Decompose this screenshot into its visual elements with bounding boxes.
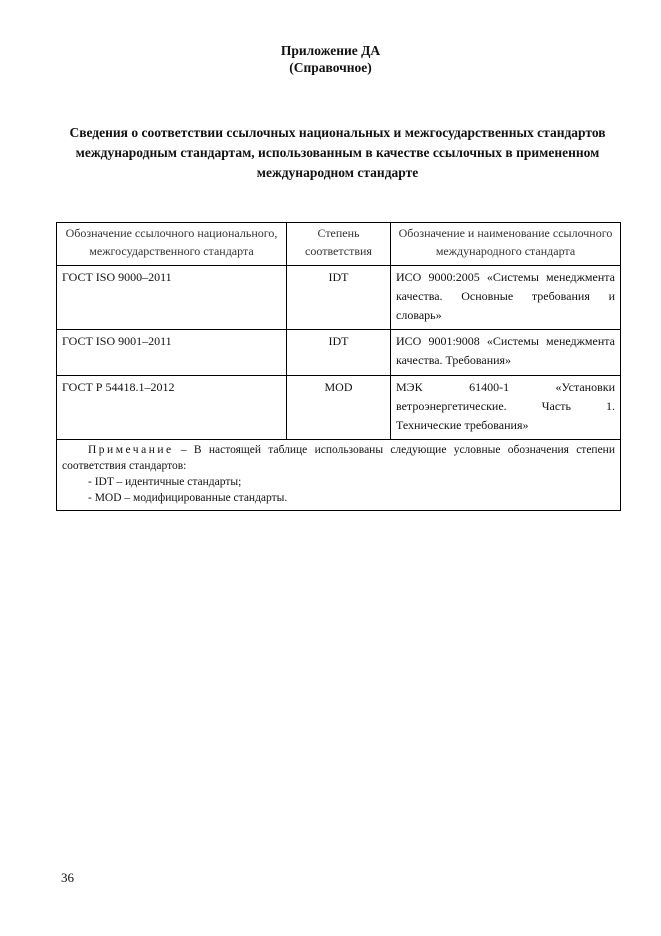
degree-cell: MOD xyxy=(287,376,391,440)
table-note xyxy=(57,440,621,511)
section-title: Сведения о соответствии ссылочных национальных и межгосударственных стандартов международным стандартам, использованным в качестве ссылочных в примененном международном стандарте xyxy=(69,125,606,180)
header-international-standard: Обозначение и наименование ссылочного международного стандарта xyxy=(391,223,621,266)
national-standard-cell: ГОСТ ISO 9001–2011 xyxy=(57,330,287,376)
note-label: Примечание xyxy=(88,444,174,456)
degree-cell: IDT xyxy=(287,330,391,376)
table-row xyxy=(57,330,621,376)
table-row xyxy=(57,376,621,440)
note-paragraph xyxy=(62,442,615,474)
national-standard-cell: ГОСТ Р 54418.1–2012 xyxy=(57,376,287,440)
appendix-subtitle: (Справочное) xyxy=(289,60,372,75)
table-header-row xyxy=(57,223,621,266)
degree-cell: IDT xyxy=(287,266,391,330)
national-standard-cell: ГОСТ ISO 9000–2011 xyxy=(57,266,287,330)
note-item: - MOD – модифицированные стандарты. xyxy=(88,492,288,504)
reference-standards-table xyxy=(56,222,621,511)
international-standard-cell: МЭК 61400-1 «Установки ветроэнергетические. Часть 1. Технические требования» xyxy=(391,376,621,440)
table-note-row xyxy=(57,440,621,511)
appendix-title: Приложение ДА xyxy=(280,43,381,58)
header-national-standard: Обозначение ссылочного национального, межгосударственного стандарта xyxy=(57,223,287,266)
appendix-heading xyxy=(0,42,661,76)
table-row xyxy=(57,266,621,330)
note-text: – В настоящей таблице использованы следующие условные обозначения степени соответствия стандартов: xyxy=(62,444,615,472)
note-item: - IDT – идентичные стандарты; xyxy=(88,476,242,488)
header-degree: Степень соответствия xyxy=(287,223,391,266)
page-number: 36 xyxy=(61,870,74,885)
international-standard-cell: ИСО 9000:2005 «Системы менеджмента качества. Основные требования и словарь» xyxy=(391,266,621,330)
international-standard-cell: ИСО 9001:9008 «Системы менеджмента качества. Требования» xyxy=(391,330,621,376)
